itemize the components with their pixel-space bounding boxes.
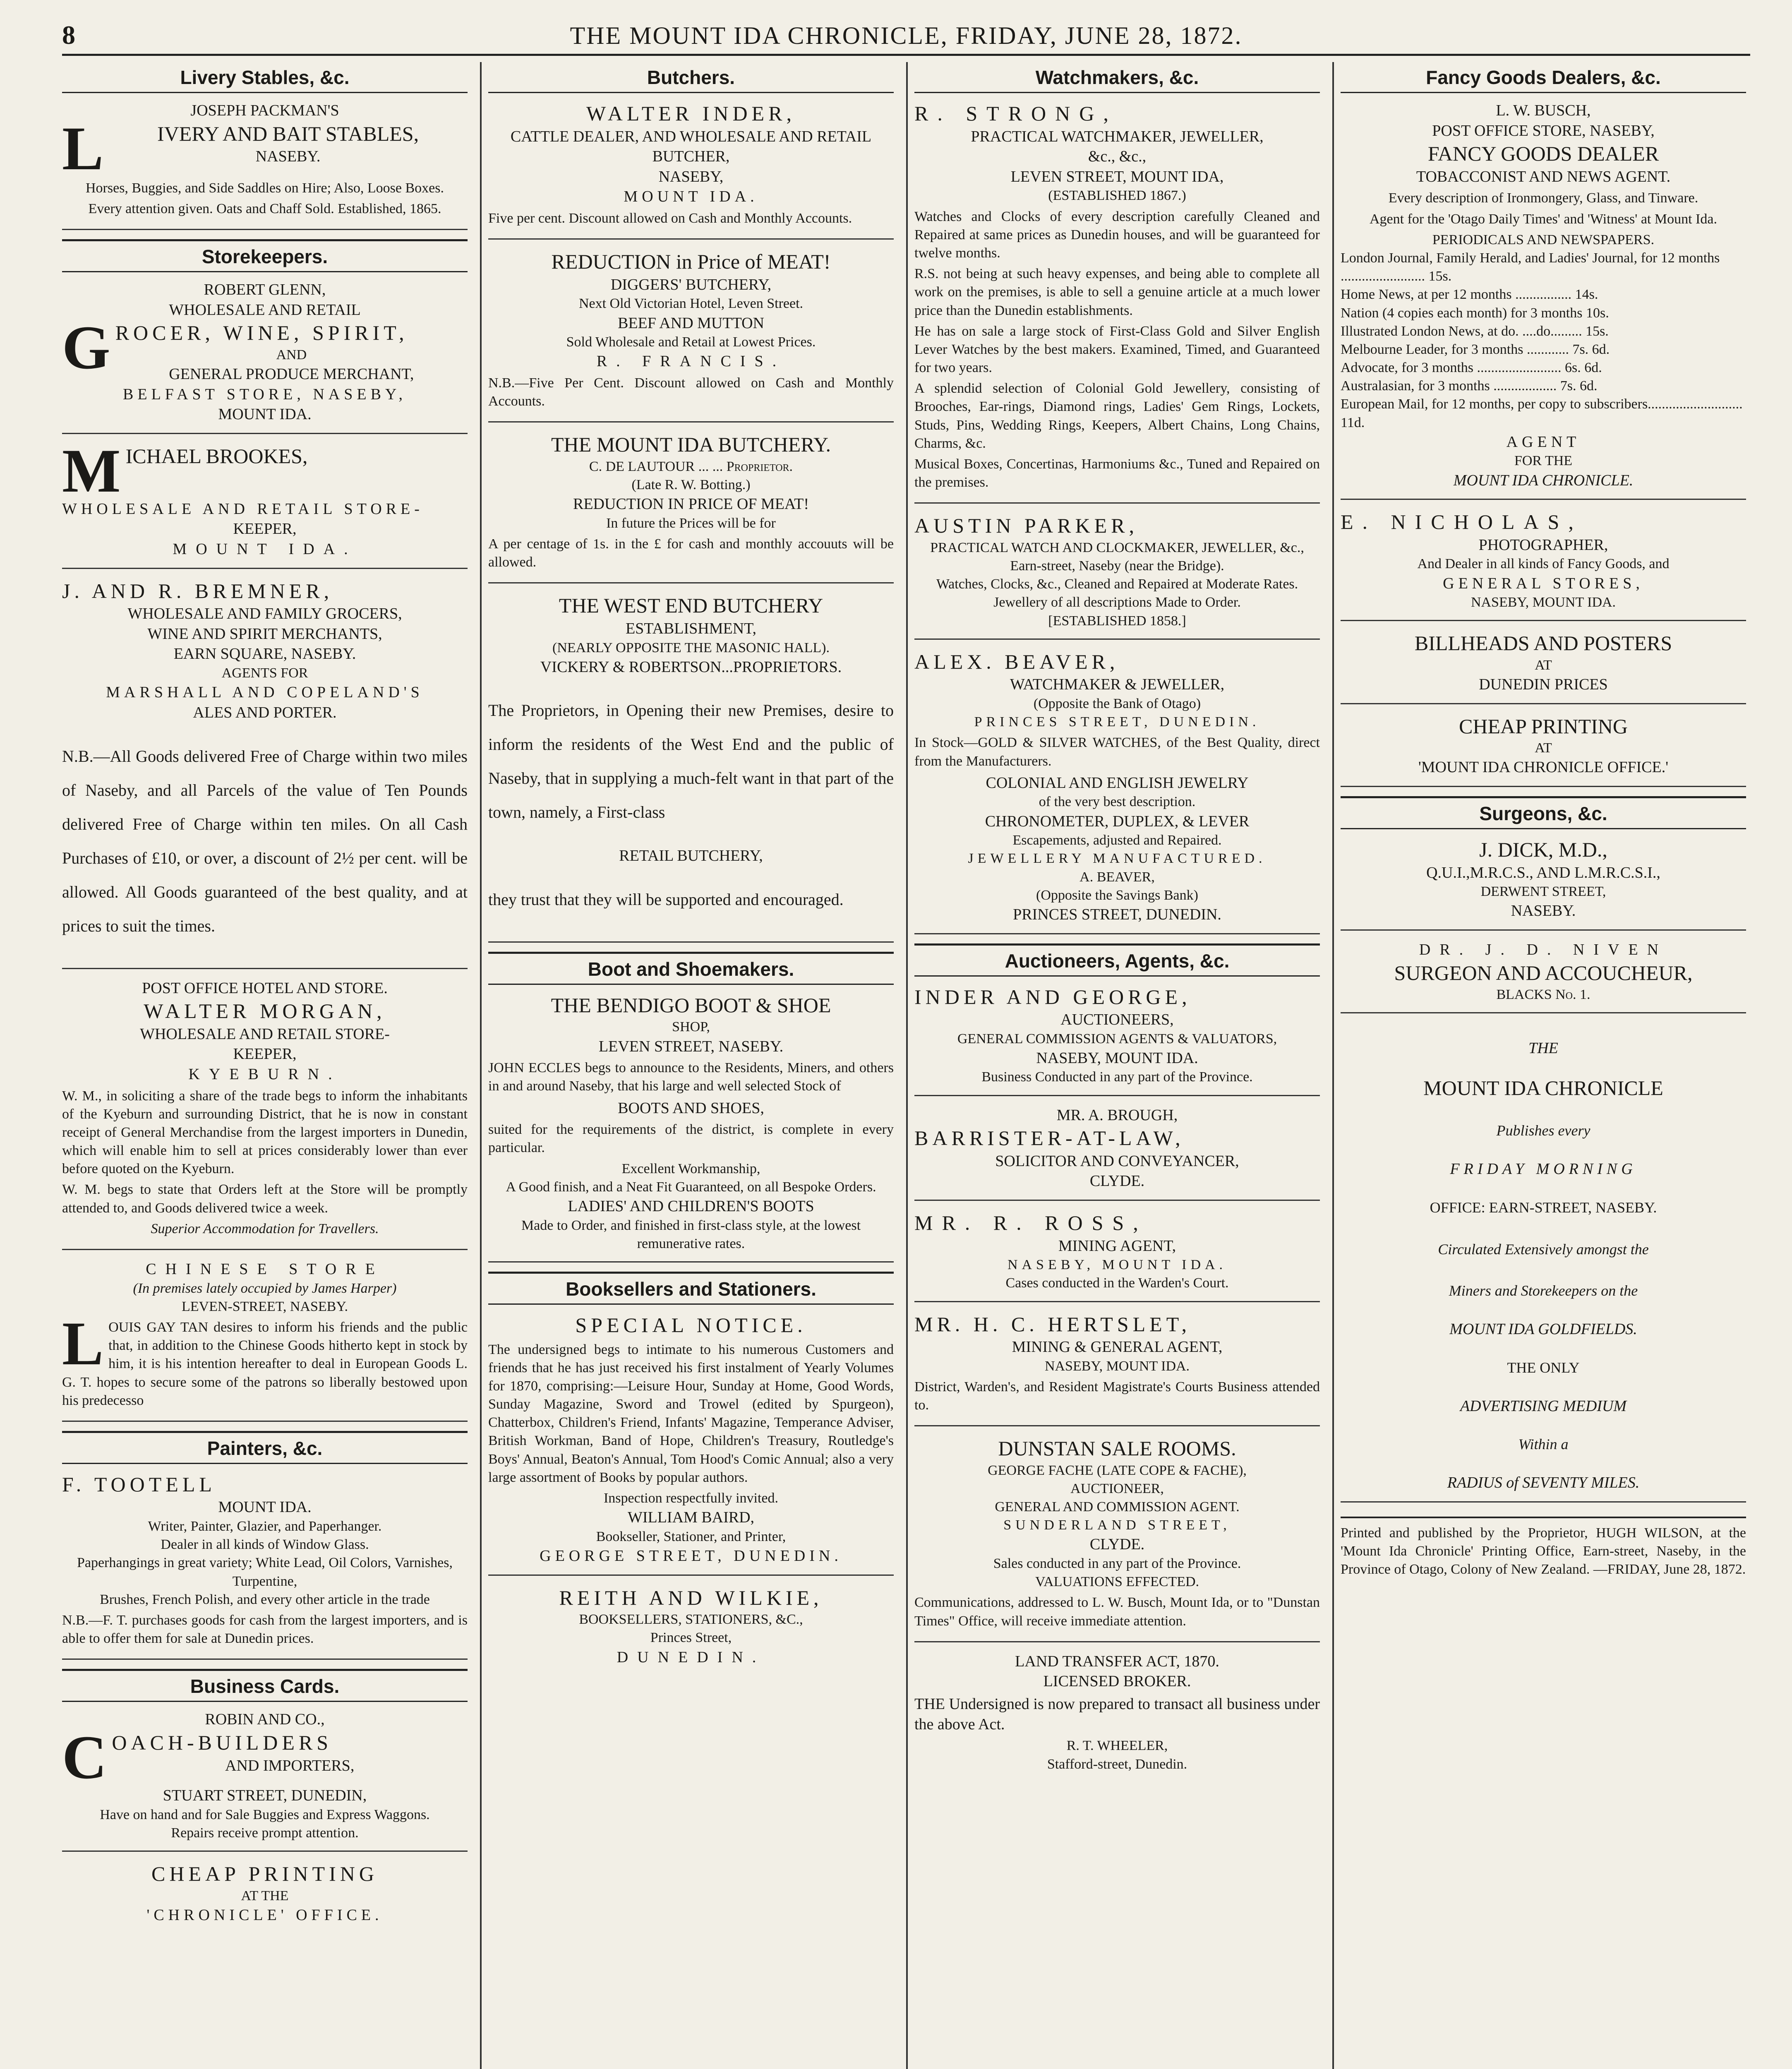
ad-line: VALUATIONS EFFECTED. xyxy=(1035,1574,1199,1590)
ad-line: AGENT xyxy=(1506,433,1581,451)
ad-line: L. W. BUSCH, xyxy=(1496,102,1591,119)
ad-line: (ESTABLISHED 1867.) xyxy=(1048,188,1186,204)
ad-line: PRINCES STREET, DUNEDIN. xyxy=(974,714,1260,730)
section-heading-fancy-goods: Fancy Goods Dealers, &c. xyxy=(1341,62,1746,93)
ad-title: R. STRONG, xyxy=(914,102,1118,125)
ad-line: AUCTIONEERS, xyxy=(1060,1011,1174,1028)
ad-inder xyxy=(488,101,894,240)
ad-body: N.B.—F. T. purchases goods for cash from the largest importers, and is able to offer them for sale at Dunedin prices. xyxy=(62,1613,468,1647)
ad-line: (Late R. W. Botting.) xyxy=(631,477,751,492)
ad-line: NASEBY, MOUNT IDA. xyxy=(1007,1257,1227,1273)
ad-line: Have on hand and for Sale Buggies and Express Waggons. xyxy=(100,1807,430,1822)
ad-line: GEORGE FACHE (LATE COPE & FACHE), xyxy=(988,1462,1247,1478)
ad-line: Paperhangings in great variety; White Lead, Oil Colors, Varnishes, Turpentine, xyxy=(77,1555,453,1589)
page-number: 8 xyxy=(62,20,75,50)
ad-line: MOUNT IDA. xyxy=(173,540,357,558)
section-heading-butchers: Butchers. xyxy=(488,62,894,93)
ad-line: MARSHALL AND COPELAND'S xyxy=(106,684,424,701)
ad-body: A splendid selection of Colonial Gold Jewellery, consisting of Brooches, Ear-rings, Diamond rings, Ladies' Gem Rings, Lockets, Studs, Pins, Wedding Rings, Keepers, Albert Chains, Long Chains, Charms, &c. xyxy=(914,381,1320,451)
ad-title: ROCER, WINE, SPIRIT, xyxy=(115,321,408,345)
price-line: Illustrated London News, at do. ....do......... 15s. xyxy=(1341,323,1609,339)
ad-body: N.B.—All Goods delivered Free of Charge within two miles of Naseby, and all Parcels of the value of Ten Pounds delivered Free of Charge within ten miles. On all Cash Purchases of £10, or over, a discount of 2½ per cent. will be allowed. All Goods guaranteed of the best quality, and at prices to suit the times. xyxy=(62,746,468,935)
column-rule xyxy=(1332,62,1334,2069)
ad-body: Five per cent. Discount allowed on Cash and Monthly Accounts. xyxy=(488,211,852,226)
ad-line: R. FRANCIS. xyxy=(596,353,786,370)
ad-line: SUNDERLAND STREET, xyxy=(1003,1517,1231,1533)
ad-line: SURGEON AND ACCOUCHEUR, xyxy=(1394,961,1693,984)
ad-body: THE Undersigned is now prepared to transact all business under the above Act. xyxy=(914,1695,1320,1733)
ad-line: &c., &c., xyxy=(1088,148,1147,166)
ad-line: KYEBURN. xyxy=(188,1065,341,1083)
masthead xyxy=(62,17,1750,56)
ad-title: WALTER INDER, xyxy=(586,102,796,125)
ad-title: IVERY AND BAIT STABLES, xyxy=(157,122,419,145)
ad-inder-george xyxy=(914,984,1320,1096)
ad-title: THE WEST END BUTCHERY xyxy=(559,594,823,617)
ad-line: ROBERT GLENN, xyxy=(204,281,326,298)
ad-line: And Dealer in all kinds of Fancy Goods, and xyxy=(1417,556,1670,572)
ad-line: PRACTICAL WATCH AND CLOCKMAKER, JEWELLER, &c., xyxy=(930,540,1304,555)
ad-line: COLONIAL AND ENGLISH JEWELRY xyxy=(986,774,1249,792)
ad-beaver xyxy=(914,649,1320,934)
ad-chronicle-publisher xyxy=(1341,1038,1746,1502)
ad-line: BELFAST STORE, NASEBY, xyxy=(123,385,407,403)
drop-cap: M xyxy=(62,443,121,499)
ad-heading xyxy=(62,443,468,499)
ad-line: MOUNT IDA GOLDFIELDS. xyxy=(1449,1320,1637,1338)
ad-title: E. NICHOLAS, xyxy=(1341,510,1583,534)
ad-line: Q.U.I.,M.R.C.S., AND L.M.R.C.S.I., xyxy=(1426,864,1660,881)
ad-body: JOHN ECCLES begs to announce to the Residents, Miners, and others in and around Naseby, that his large and well selected Stock of xyxy=(488,1060,894,1094)
column-4 xyxy=(1341,62,1746,2069)
ad-line: CHRONOMETER, DUPLEX, & LEVER xyxy=(985,812,1250,830)
ad-line: In future the Prices will be for xyxy=(606,515,776,531)
drop-cap: G xyxy=(62,320,110,382)
ad-line: AND xyxy=(276,347,307,362)
ad-line: RETAIL BUTCHERY, xyxy=(619,847,763,865)
ad-line: Jewellery of all descriptions Made to Order. xyxy=(993,595,1241,610)
ad-line: JOSEPH PACKMAN'S xyxy=(190,102,339,119)
ad-title: INDER AND GEORGE, xyxy=(914,985,1191,1008)
ad-line: NASEBY, MOUNT IDA. xyxy=(1044,1358,1190,1374)
ad-land-transfer xyxy=(914,1651,1320,1782)
newspaper-title: THE MOUNT IDA CHRONICLE, FRIDAY, JUNE 28, 1872. xyxy=(570,22,1243,49)
ad-line: MINING AGENT, xyxy=(1058,1237,1176,1255)
ad-title: REDUCTION in Price of MEAT! xyxy=(551,250,831,274)
ad-line: MOUNT IDA CHRONICLE. xyxy=(1453,471,1634,489)
ad-mount-ida-butchery xyxy=(488,432,894,583)
ad-title: MR. H. C. HERTSLET, xyxy=(914,1312,1191,1336)
ad-line: BLACKS No. 1. xyxy=(1496,987,1590,1003)
ad-line: (Opposite the Bank of Otago) xyxy=(1033,696,1201,711)
ad-line: AND IMPORTERS, xyxy=(225,1757,355,1774)
ad-title: OACH-BUILDERS xyxy=(112,1731,333,1754)
ad-line: BOOTS AND SHOES, xyxy=(618,1099,764,1117)
ad-line: LEVEN STREET, NASEBY. xyxy=(598,1037,784,1055)
ad-line: WHOLESALE AND RETAIL STORE- xyxy=(62,500,424,518)
price-line: European Mail, for 12 months, per copy to subscribers........................... 11d. xyxy=(1341,396,1743,430)
ad-line: REDUCTION IN PRICE OF MEAT! xyxy=(573,495,809,513)
ad-title: MR. R. ROSS, xyxy=(914,1211,1147,1234)
ad-line: Made to Order, and finished in first-class style, at the lowest remunerative rates. xyxy=(521,1217,861,1251)
ad-line: NASEBY, MOUNT IDA. xyxy=(1036,1049,1198,1067)
ad-title: WALTER MORGAN, xyxy=(144,999,386,1023)
ad-cheap-printing-office xyxy=(1341,713,1746,787)
column-2 xyxy=(488,62,894,2069)
ad-line: Cases conducted in the Warden's Court. xyxy=(1005,1275,1229,1291)
ad-line: Dealer in all kinds of Window Glass. xyxy=(161,1537,369,1553)
ad-line: AT xyxy=(1535,740,1552,756)
ad-line: PHOTOGRAPHER, xyxy=(1478,536,1608,554)
ad-title: FANCY GOODS DEALER xyxy=(1427,142,1659,166)
ad-busch xyxy=(1341,101,1746,500)
ad-line: Miners and Storekeepers on the xyxy=(1449,1282,1638,1299)
ad-line: PRACTICAL WATCHMAKER, JEWELLER, xyxy=(971,127,1264,145)
ad-morgan xyxy=(62,978,468,1251)
column-rule xyxy=(906,62,908,2069)
ad-ross xyxy=(914,1210,1320,1302)
ad-line: DIGGERS' BUTCHERY, xyxy=(610,276,772,293)
ad-brookes xyxy=(62,443,468,569)
ad-line: LICENSED BROKER. xyxy=(1043,1673,1191,1690)
ad-robin xyxy=(62,1709,468,1852)
ad-line: Repairs receive prompt attention. xyxy=(171,1825,359,1841)
ad-line: Sales conducted in any part of the Province. xyxy=(993,1556,1241,1572)
ad-line: PRINCES STREET, DUNEDIN. xyxy=(1013,905,1221,923)
ad-reith-wilkie xyxy=(488,1585,894,1676)
section-heading-surgeons: Surgeons, &c. xyxy=(1341,796,1746,829)
ad-line: AGENTS FOR xyxy=(221,665,308,681)
price-line: Nation (4 copies each month) for 3 months 10s. xyxy=(1341,305,1609,321)
ad-line: WATCHMAKER & JEWELLER, xyxy=(1010,676,1225,694)
ad-line: GENERAL COMMISSION AGENTS & VALUATORS, xyxy=(957,1031,1277,1047)
ad-line: Next Old Victorian Hotel, Leven Street. xyxy=(578,296,804,312)
price-line: Melbourne Leader, for 3 months ............ 7s. 6d. xyxy=(1341,341,1610,357)
ad-line: [ESTABLISHED 1858.] xyxy=(1048,613,1186,629)
ad-line: WHOLESALE AND FAMILY GROCERS, xyxy=(127,605,402,623)
ad-nicholas xyxy=(1341,509,1746,621)
ad-body: He has on sale a large stock of First-Class Gold and Silver English Lever Watches by the best makers. Examined, Timed, and Guaranteed for two years. xyxy=(914,323,1320,376)
ad-line: THE ONLY xyxy=(1507,1359,1580,1376)
ad-line: WINE AND SPIRIT MERCHANTS, xyxy=(147,625,382,643)
ad-line: Within a xyxy=(1518,1436,1569,1453)
column-1 xyxy=(62,62,468,2069)
section-heading-business-cards: Business Cards. xyxy=(62,1669,468,1702)
ad-body: Every attention given. Oats and Chaff Sold. Established, 1865. xyxy=(88,201,441,216)
section-heading-boot: Boot and Shoemakers. xyxy=(488,952,894,985)
ad-line: Sold Wholesale and Retail at Lowest Prices. xyxy=(566,334,816,350)
price-line: Australasian, for 3 months .................. 7s. 6d. xyxy=(1341,378,1598,394)
ad-body: suited for the requirements of the district, is complete in every particular. xyxy=(488,1122,894,1156)
ad-parker xyxy=(914,513,1320,639)
ad-hertslet xyxy=(914,1311,1320,1427)
ad-body: The Proprietors, in Opening their new Premises, desire to inform the residents of the West End and the public of Naseby, that in supplying a much-felt want in that part of the town, namely, a First-class xyxy=(488,701,894,822)
ad-line: A. BEAVER, xyxy=(1080,869,1155,885)
ad-line: RADIUS of SEVENTY MILES. xyxy=(1447,1474,1640,1492)
ad-title: THE BENDIGO BOOT & SHOE xyxy=(551,993,831,1017)
ad-line: ALES AND PORTER. xyxy=(193,703,337,721)
ad-line: Bookseller, Stationer, and Printer, xyxy=(596,1529,786,1544)
ad-line: (In premises lately occupied by James Harper) xyxy=(133,1280,397,1296)
ad-dick xyxy=(1341,837,1746,931)
ad-line: NASEBY. xyxy=(255,148,321,166)
ad-line: VICKERY & ROBERTSON...PROPRIETORS. xyxy=(540,658,842,676)
ad-body: Agent for the 'Otago Daily Times' and 'Witness' at Mount Ida. xyxy=(1370,211,1717,227)
ad-title: DUNSTAN SALE ROOMS. xyxy=(998,1437,1236,1460)
ad-line: SOLICITOR AND CONVEYANCER, xyxy=(995,1152,1239,1170)
ad-tootell xyxy=(62,1471,468,1660)
ad-title: DR. J. D. NIVEN xyxy=(1419,941,1668,958)
ad-line: POST OFFICE STORE, NASEBY, xyxy=(1432,122,1655,139)
ad-line: DUNEDIN. xyxy=(617,1648,765,1666)
ad-title: AUSTIN PARKER, xyxy=(914,514,1139,538)
ad-line: STUART STREET, DUNEDIN, xyxy=(163,1787,367,1804)
ad-heading xyxy=(62,320,468,384)
ad-strong xyxy=(914,101,1320,504)
ad-title: BILLHEADS AND POSTERS xyxy=(1414,631,1672,655)
ad-body: N.B.—Five Per Cent. Discount allowed on Cash and Monthly Accounts. xyxy=(488,375,894,409)
section-heading-watchmakers: Watchmakers, &c. xyxy=(914,62,1320,93)
ad-line: CLYDE. xyxy=(1089,1536,1145,1553)
ad-title: CHEAP PRINTING xyxy=(151,1862,378,1885)
ad-line: MOUNT IDA. xyxy=(624,188,758,206)
section-heading-auctioneers: Auctioneers, Agents, &c. xyxy=(914,943,1320,977)
ad-line: WHOLESALE AND RETAIL xyxy=(169,301,361,319)
ad-title: J. AND R. BREMNER, xyxy=(62,579,333,602)
ad-line: NASEBY. xyxy=(1511,902,1576,920)
imprint: Printed and published by the Proprietor, HUGH WILSON, at the 'Mount Ida Chronicle' Printing Office, Earn-street, Naseby, in the Province of Otago, Colony of New Zealand. —FRIDAY, June 28, 1872. xyxy=(1341,1517,1746,1579)
ad-body: Every description of Ironmongery, Glass, and Tinware. xyxy=(1388,190,1698,206)
column-rule xyxy=(480,62,482,2069)
ad-line: 'CHRONICLE' OFFICE. xyxy=(146,1906,383,1924)
section-heading-storekeepers: Storekeepers. xyxy=(62,239,468,272)
price-line: London Journal, Family Herald, and Ladies' Journal, for 12 months ........................ 15s. xyxy=(1341,250,1720,284)
ad-line: LADIES' AND CHILDREN'S BOOTS xyxy=(568,1198,814,1215)
ad-line: Watches, Clocks, &c., Cleaned and Repaired at Moderate Rates. xyxy=(936,576,1298,592)
drop-cap: L xyxy=(62,120,104,177)
column-3 xyxy=(914,62,1320,2069)
ad-title: MOUNT IDA CHRONICLE xyxy=(1423,1076,1663,1099)
ad-title: J. DICK, M.D., xyxy=(1479,838,1607,861)
ad-line: (Opposite the Savings Bank) xyxy=(1036,887,1198,903)
ad-line: CATTLE DEALER, AND WHOLESALE AND RETAIL BUTCHER, xyxy=(510,127,872,166)
ad-heading xyxy=(62,121,468,177)
ad-line: MOUNT IDA. xyxy=(218,406,312,423)
ad-line: NASEBY, xyxy=(658,168,724,185)
ad-line: Circulated Extensively amongst the xyxy=(1438,1241,1649,1258)
ad-line: KEEPER, xyxy=(233,1045,297,1063)
ad-line: (NEARLY OPPOSITE THE MASONIC HALL). xyxy=(552,640,830,655)
ad-body: they trust that they will be supported and encouraged. xyxy=(488,890,844,909)
section-heading-painters: Painters, &c. xyxy=(62,1431,468,1464)
ad-title: ALEX. BEAVER, xyxy=(914,650,1119,673)
ad-line: FRIDAY MORNING xyxy=(1450,1160,1637,1178)
ad-line: A Good finish, and a Neat Fit Guaranteed, on all Bespoke Orders. xyxy=(506,1179,876,1195)
ad-line: Publishes every xyxy=(1496,1122,1590,1139)
ad-line: AT xyxy=(1535,657,1552,673)
ad-body: In Stock—GOLD & SILVER WATCHES, of the Best Quality, direct from the Manufacturers. xyxy=(914,735,1320,769)
ad-line: Earn-street, Naseby (near the Bridge). xyxy=(1010,558,1224,574)
ad-line: Stafford-street, Dunedin. xyxy=(1047,1756,1187,1772)
ad-body: Communications, addressed to L. W. Busch, Mount Ida, or to "Dunstan Times" Office, will receive immediate attention. xyxy=(914,1595,1320,1629)
ad-line: ROBIN AND CO., xyxy=(205,1711,325,1728)
section-heading-booksellers: Booksellers and Stationers. xyxy=(488,1272,894,1305)
ad-line: LAND TRANSFER ACT, 1870. xyxy=(1015,1652,1219,1670)
ad-line: C. DE LAUTOUR ... ... Proprietor. xyxy=(589,458,793,474)
ad-heading xyxy=(62,1316,468,1412)
ad-body: A per centage of 1s. in the £ for cash and monthly accouuts will be allowed. xyxy=(488,536,894,570)
drop-cap: C xyxy=(62,1730,107,1786)
ad-line: ADVERTISING MEDIUM xyxy=(1460,1397,1627,1415)
ad-body: W. M., in soliciting a share of the trade begs to inform the inhabitants of the Kyeburn and surrounding District, that he is now in constant receipt of General Merchandise from the largest importers in Dunedin, which will enable him to sell at prices considerably lower than ever before quoted on the Kyeburn. xyxy=(62,1088,468,1177)
ad-body: Musical Boxes, Concertinas, Harmoniums &c., Tuned and Repaired on the premises. xyxy=(914,456,1320,490)
price-line: Home News, at per 12 months ................ 14s. xyxy=(1341,287,1598,302)
ad-bendigo xyxy=(488,992,894,1263)
section-heading-livery: Livery Stables, &c. xyxy=(62,62,468,93)
ad-line: BEEF AND MUTTON xyxy=(618,314,764,332)
ad-title: CHEAP PRINTING xyxy=(1459,714,1628,738)
ad-line: Brushes, French Polish, and every other article in the trade xyxy=(100,1591,430,1607)
ad-line: Escapements, adjusted and Repaired. xyxy=(1012,833,1222,848)
ad-body: W. M. begs to state that Orders left at the Store will be promptly attended to, and Goods delivered twice a week. xyxy=(62,1182,468,1216)
ad-line: of the very best description. xyxy=(1039,794,1196,810)
ad-line: LEVEN-STREET, NASEBY. xyxy=(181,1299,348,1314)
ad-west-end-butchery xyxy=(488,593,894,943)
ad-line: WILLIAM BAIRD, xyxy=(627,1509,755,1527)
ad-title: ICHAEL BROOKES, xyxy=(125,444,308,468)
ad-line: JEWELLERY MANUFACTURED. xyxy=(968,851,1267,866)
ad-line: ESTABLISHMENT, xyxy=(625,619,757,637)
ad-baird xyxy=(488,1312,894,1576)
ad-line: R. T. WHEELER, xyxy=(1066,1738,1168,1754)
ad-line: GENERAL AND COMMISSION AGENT. xyxy=(995,1499,1240,1515)
ad-line: THE xyxy=(1528,1039,1558,1057)
ad-line: Inspection respectfully invited. xyxy=(603,1491,779,1506)
ad-title: THE MOUNT IDA BUTCHERY. xyxy=(551,433,831,456)
ad-line: WHOLESALE AND RETAIL STORE- xyxy=(140,1025,390,1043)
ad-brough xyxy=(914,1105,1320,1201)
ad-line: AUCTIONEER, xyxy=(1070,1481,1164,1496)
ad-packman xyxy=(62,101,468,230)
ad-line: FOR THE xyxy=(1514,453,1573,469)
ad-line: SHOP, xyxy=(672,1019,710,1035)
ad-body: R.S. not being at such heavy expenses, and being able to complete all work on the premises, is able to sell a genuine article at a much lower price than the Dunedin establishments. xyxy=(914,266,1320,318)
ad-line: MOUNT IDA. xyxy=(218,1498,312,1516)
ad-line: GEORGE STREET, DUNEDIN. xyxy=(540,1547,842,1565)
ad-chinese-store xyxy=(62,1259,468,1422)
ad-body: Horses, Buggies, and Side Saddles on Hire; Also, Loose Boxes. xyxy=(86,180,444,196)
ad-line: MR. A. BROUGH, xyxy=(1056,1106,1178,1124)
price-line: Advocate, for 3 months ........................ 6s. 6d. xyxy=(1341,360,1602,376)
ad-line: DERWENT STREET, xyxy=(1480,884,1606,900)
ad-line: LEVEN STREET, MOUNT IDA, xyxy=(1010,168,1224,185)
ad-body: Superior Accommodation for Travellers. xyxy=(151,1221,379,1236)
drop-cap: L xyxy=(62,1316,104,1378)
ad-line: Princes Street, xyxy=(650,1630,732,1646)
ad-billheads xyxy=(1341,630,1746,704)
ad-line: CLYDE. xyxy=(1089,1172,1145,1190)
ad-line: GENERAL PRODUCE MERCHANT, xyxy=(169,365,414,383)
ad-body: Watches and Clocks of every description carefully Cleaned and Repaired at same prices as Dunedin houses, and will be guaranteed for twelve months. xyxy=(914,209,1320,261)
ad-bremner xyxy=(62,578,468,969)
ad-line: DUNEDIN PRICES xyxy=(1479,676,1608,694)
ad-line: EARN SQUARE, NASEBY. xyxy=(173,645,356,663)
ad-heading xyxy=(62,1730,468,1786)
ad-title: BARRISTER-AT-LAW, xyxy=(914,1126,1185,1150)
ad-body: OUIS GAY TAN desires to inform his friends and the public that, in addition to the Chinese Goods hitherto kept in stock by him, it is his intention hereafter to deal in European Goods L. G. T. hopes to secure some of the patrons so liberally bestowed upon his predecesso xyxy=(62,1320,468,1408)
ad-title: SPECIAL NOTICE. xyxy=(575,1313,807,1337)
ad-line: AT THE xyxy=(241,1888,289,1903)
ad-glenn xyxy=(62,280,468,434)
ad-line: MINING & GENERAL AGENT, xyxy=(1012,1338,1223,1356)
ad-line: KEEPER, xyxy=(233,520,297,538)
ad-cheap-printing xyxy=(62,1861,468,1933)
ad-line: NASEBY, MOUNT IDA. xyxy=(1471,595,1616,610)
ad-line: 'MOUNT IDA CHRONICLE OFFICE.' xyxy=(1418,758,1669,776)
ad-niven xyxy=(1341,940,1746,1013)
ad-title: REITH AND WILKIE, xyxy=(559,1586,823,1609)
ad-body: The undersigned begs to intimate to his numerous Customers and friends that he has just received his first instalment of Yearly Volumes for 1870, comprising:—Leisure Hour, Sunday at Home, Good Words, Sunday Magazine, Sword and Trowel (edited by Spurgeon), Chatterbox, Children's Friend, Infants' Magazine, Temperance Adviser, British Workman, Band of Hope, Children's Treasury, Routledge's Boys' Annual, Beaton's Annual, Tom Hood's Comic Annual; also a very large assortment of Books by popular authors. xyxy=(488,1342,894,1485)
ad-line: BOOKSELLERS, STATIONERS, &C., xyxy=(579,1612,803,1627)
ad-line: Writer, Painter, Glazier, and Paperhanger. xyxy=(148,1519,382,1534)
ad-body: District, Warden's, and Resident Magistrate's Courts Business attended to. xyxy=(914,1379,1320,1413)
ad-line: Excellent Workmanship, xyxy=(621,1161,760,1176)
ad-line: GENERAL STORES, xyxy=(1443,574,1644,592)
ad-line: TOBACCONIST AND NEWS AGENT. xyxy=(1416,168,1671,185)
ad-line: POST OFFICE HOTEL AND STORE. xyxy=(142,979,388,997)
ad-line: OFFICE: EARN-STREET, NASEBY. xyxy=(1430,1199,1657,1216)
ad-line: Business Conducted in any part of the Province. xyxy=(981,1069,1253,1085)
ad-dunstan xyxy=(914,1435,1320,1642)
ad-diggers-butchery xyxy=(488,249,894,422)
ad-title: F. TOOTELL xyxy=(62,1472,216,1496)
ad-line: PERIODICALS AND NEWSPAPERS. xyxy=(1432,232,1655,247)
ad-title: CHINESE STORE xyxy=(146,1260,384,1278)
